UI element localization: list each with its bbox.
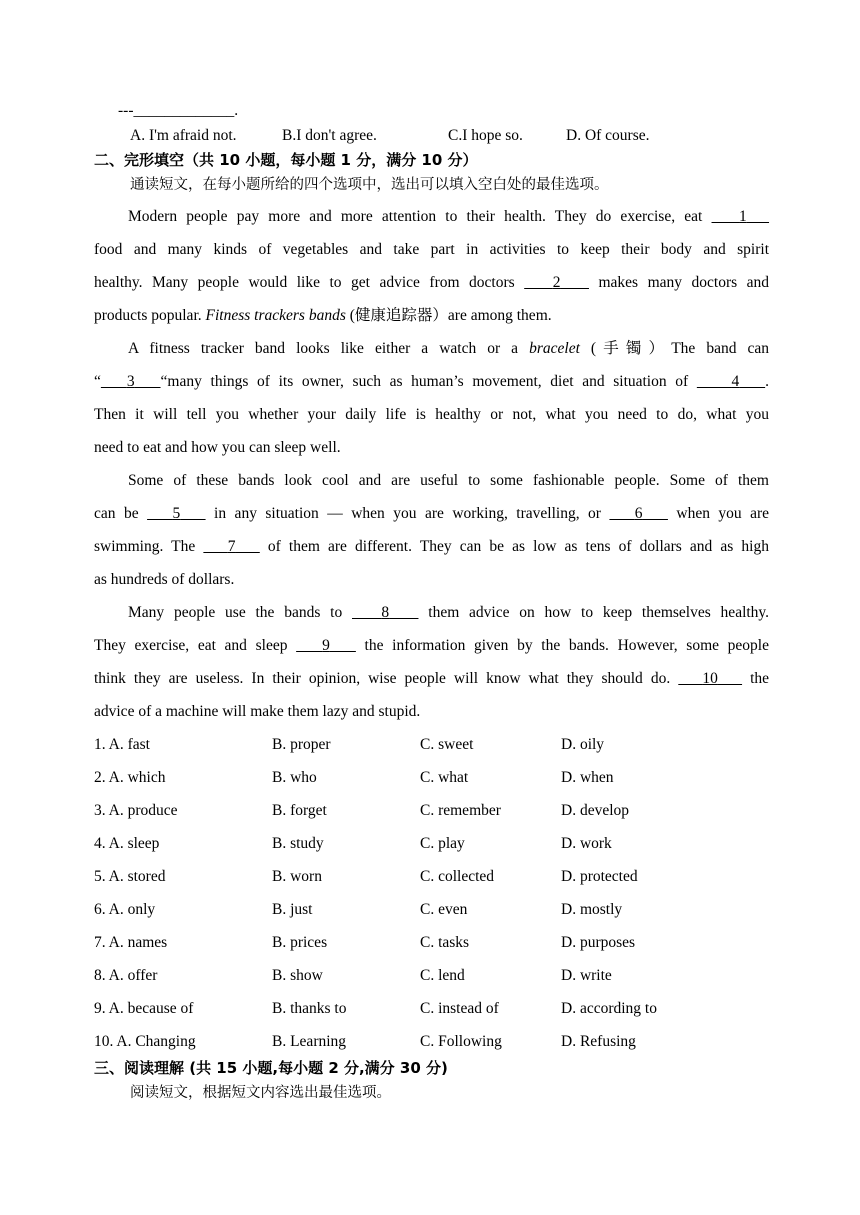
option-c: C.I hope so. — [448, 127, 523, 144]
q4-option-b: B. study — [272, 835, 324, 852]
q6-option-c: C. even — [420, 901, 468, 918]
q10-option-d: D. Refusing — [561, 1033, 636, 1050]
q4-option-d: D. work — [561, 835, 612, 852]
q3-option-c: C. remember — [420, 802, 501, 819]
blank-6: 6 — [634, 505, 643, 522]
q7-option-b: B. prices — [272, 934, 328, 951]
q2-option-a: 2. A. which — [94, 769, 166, 786]
q9-option-d: D. according to — [561, 1000, 657, 1017]
section3-instruction: 阅读短文，根据短文内容选出最佳选项。 — [130, 1085, 391, 1101]
passage-line: products popular. Fitness trackers bands (健康追踪器）are among them. — [94, 307, 552, 324]
q6-option-b: B. just — [272, 901, 313, 918]
q4-option-c: C. play — [420, 835, 465, 852]
q10-option-a: 10. A. Changing — [94, 1033, 196, 1050]
option-a: A. I'm afraid not. — [130, 127, 237, 144]
q5-option-c: C. collected — [420, 868, 495, 885]
passage-line: Then it will tell you whether your daily life is healthy or not, what you need to do, what you — [94, 406, 769, 423]
passage-line: Many people use the bands to 8 them advice on how to keep themselves healthy. — [128, 604, 770, 621]
blank-10: 10 — [702, 670, 718, 687]
passage-line: advice of a machine will make them lazy and stupid. — [94, 703, 421, 720]
q3-option-b: B. forget — [272, 802, 327, 819]
q3-option-a: 3. A. produce — [94, 802, 178, 819]
blank-8: 8 — [381, 604, 390, 621]
blank-5: 5 — [172, 505, 181, 522]
q10-option-b: B. Learning — [272, 1033, 347, 1050]
blank-9: 9 — [322, 637, 330, 654]
passage-line: They exercise, eat and sleep 9 the information given by the bands. However, some people — [94, 637, 769, 654]
option-d: D. Of course. — [566, 127, 650, 144]
answer-line: ---_____________. — [118, 102, 239, 119]
q4-option-a: 4. A. sleep — [94, 835, 160, 852]
blank-3: 3 — [126, 373, 135, 390]
blank-1: 1 — [739, 208, 747, 225]
q6-option-d: D. mostly — [561, 901, 623, 918]
q1-option-b: B. proper — [272, 736, 331, 753]
blank-2: 2 — [552, 274, 561, 291]
blank-7: 7 — [227, 538, 236, 555]
q6-option-a: 6. A. only — [94, 901, 156, 918]
q8-option-b: B. show — [272, 967, 323, 984]
passage-line: Some of these bands look cool and are useful to some fashionable people. Some of them — [128, 472, 769, 489]
q5-option-d: D. protected — [561, 868, 638, 885]
passage-line: “ 3 “many things of its owner, such as human’s movement, diet and situation of 4 . — [94, 373, 770, 390]
q9-option-c: C. instead of — [420, 1000, 499, 1017]
section2-heading: 二、完形填空（共 10 小题，每小题 1 分，满分 10 分） — [94, 151, 478, 169]
q8-option-d: D. write — [561, 967, 612, 984]
q2-option-b: B. who — [272, 769, 317, 786]
blank-4: 4 — [731, 373, 740, 390]
q2-option-c: C. what — [420, 769, 469, 786]
passage-line: food and many kinds of vegetables and take part in activities to keep their body and spirit — [94, 241, 769, 258]
section3-heading: 三、阅读理解 (共 15 小题,每小题 2 分,满分 30 分) — [94, 1059, 448, 1077]
passage-line: can be 5 in any situation — when you are working, travelling, or 6 when you are — [94, 505, 770, 522]
q1-option-a: 1. A. fast — [94, 736, 150, 753]
q2-option-d: D. when — [561, 769, 614, 786]
option-b: B.I don't agree. — [282, 127, 377, 144]
q9-option-b: B. thanks to — [272, 1000, 347, 1017]
q8-option-c: C. lend — [420, 967, 465, 984]
q7-option-d: D. purposes — [561, 934, 636, 951]
q1-option-c: C. sweet — [420, 736, 474, 753]
q1-option-d: D. oily — [561, 736, 605, 753]
q7-option-a: 7. A. names — [94, 934, 168, 951]
passage-line: think they are useless. In their opinion, wise people will know what they should do. 10 the — [94, 670, 770, 687]
passage-line: A fitness tracker band looks like either a watch or a bracelet (手镯）The band can — [128, 340, 770, 357]
section2-instruction: 通读短文，在每小题所给的四个选项中，选出可以填入空白处的最佳选项。 — [130, 177, 609, 193]
passage-line: Modern people pay more and more attention to their health. They do exercise, eat 1 — [128, 207, 769, 227]
q3-option-d: D. develop — [561, 802, 630, 819]
q8-option-a: 8. A. offer — [94, 967, 158, 984]
passage-line: healthy. Many people would like to get advice from doctors 2 makes many doctors and — [94, 274, 770, 291]
q10-option-c: C. Following — [420, 1033, 502, 1050]
q5-option-b: B. worn — [272, 868, 322, 885]
passage-line: as hundreds of dollars. — [94, 571, 235, 588]
q9-option-a: 9. A. because of — [94, 1000, 194, 1017]
passage-line: swimming. The 7 of them are different. They can be as low as tens of dollars and as high — [94, 538, 769, 555]
q7-option-c: C. tasks — [420, 934, 470, 951]
q5-option-a: 5. A. stored — [94, 868, 166, 885]
passage-line: need to eat and how you can sleep well. — [94, 439, 341, 456]
